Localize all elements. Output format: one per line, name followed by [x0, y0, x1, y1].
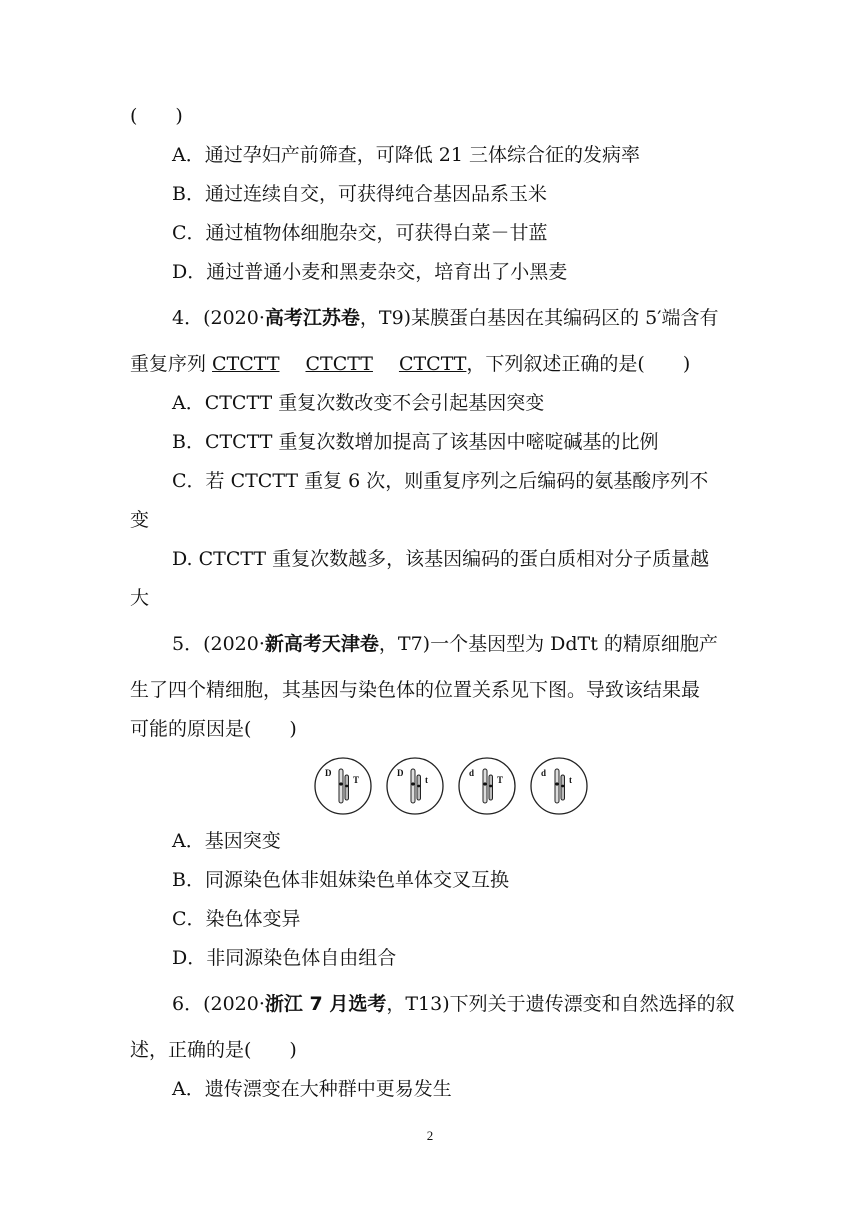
q4-sequence-3: CTCTT	[398, 353, 467, 375]
q5-option-d: D．非同源染色体自由组合	[172, 947, 397, 969]
cell3-left-allele: d	[469, 768, 475, 778]
q4-option-c-line1: C．若 CTCTT 重复 6 次，则重复序列之后编码的氨基酸序列不	[172, 470, 709, 492]
q4-stem-line2: 重复序列 CTCTT CTCTT CTCTT，下列叙述正确的是( )	[130, 353, 691, 375]
q3-option-a: A．通过孕妇产前筛查，可降低 21 三体综合征的发病率	[172, 144, 640, 166]
q4-source: 高考江苏卷	[264, 307, 360, 329]
q5-source: 新高考天津卷	[264, 633, 379, 655]
q5-option-a: A．基因突变	[172, 830, 281, 852]
sperm-cell-3	[457, 756, 517, 816]
q5-stem-line3: 可能的原因是( )	[130, 718, 297, 740]
q5-stem-line2: 生了四个精细胞，其基因与染色体的位置关系见下图。导致该结果最	[130, 679, 701, 701]
q4-option-c-line2: 变	[130, 509, 150, 531]
q3-answer-bracket: ( )	[130, 105, 183, 127]
sperm-cell-2	[385, 756, 445, 816]
cell3-right-allele: T	[497, 775, 504, 785]
q4-option-d-line2: 大	[130, 587, 150, 609]
q4-stem-line1: 4．(2020·高考江苏卷，T9)某膜蛋白基因在其编码区的 5′端含有	[172, 307, 719, 329]
sperm-cell-1	[313, 756, 373, 816]
q4-sequence-2: CTCTT	[305, 353, 373, 375]
q3-option-b: B．通过连续自交，可获得纯合基因品系玉米	[172, 183, 547, 205]
q5-stem-line1: 5．(2020·新高考天津卷，T7)一个基因型为 DdTt 的精原细胞产	[172, 633, 718, 655]
cell4-left-allele: d	[541, 768, 547, 778]
q4-option-a: A．CTCTT 重复次数改变不会引起基因突变	[172, 392, 545, 414]
q4-option-d-line1: D. CTCTT 重复次数越多，该基因编码的蛋白质相对分子质量越	[172, 548, 710, 570]
q3-option-c: C．通过植物体细胞杂交，可获得白菜－甘蓝	[172, 222, 548, 244]
q4-sequence-1: CTCTT	[212, 353, 280, 375]
q6-option-a: A．遗传漂变在大种群中更易发生	[172, 1078, 452, 1100]
cell1-left-allele: D	[325, 768, 332, 778]
q5-sperm-cells-figure	[313, 756, 589, 816]
q3-option-d: D．通过普通小麦和黑麦杂交，培育出了小黑麦	[172, 261, 568, 283]
q5-option-c: C．染色体变异	[172, 908, 301, 930]
q6-stem-line1: 6．(2020·浙江 7 月选考，T13)下列关于遗传漂变和自然选择的叙	[172, 993, 735, 1015]
sperm-cell-4	[529, 756, 589, 816]
q6-source: 浙江 7 月选考	[264, 993, 387, 1015]
q5-option-b: B．同源染色体非姐妹染色单体交叉互换	[172, 869, 509, 891]
cell1-right-allele: T	[353, 775, 360, 785]
cell2-right-allele: t	[425, 775, 428, 785]
cell4-right-allele: t	[569, 775, 572, 785]
q4-option-b: B．CTCTT 重复次数增加提高了该基因中嘧啶碱基的比例	[172, 431, 659, 453]
page-number: 2	[426, 1128, 434, 1143]
cell2-left-allele: D	[397, 768, 404, 778]
q6-stem-line2: 述，正确的是( )	[130, 1039, 297, 1061]
